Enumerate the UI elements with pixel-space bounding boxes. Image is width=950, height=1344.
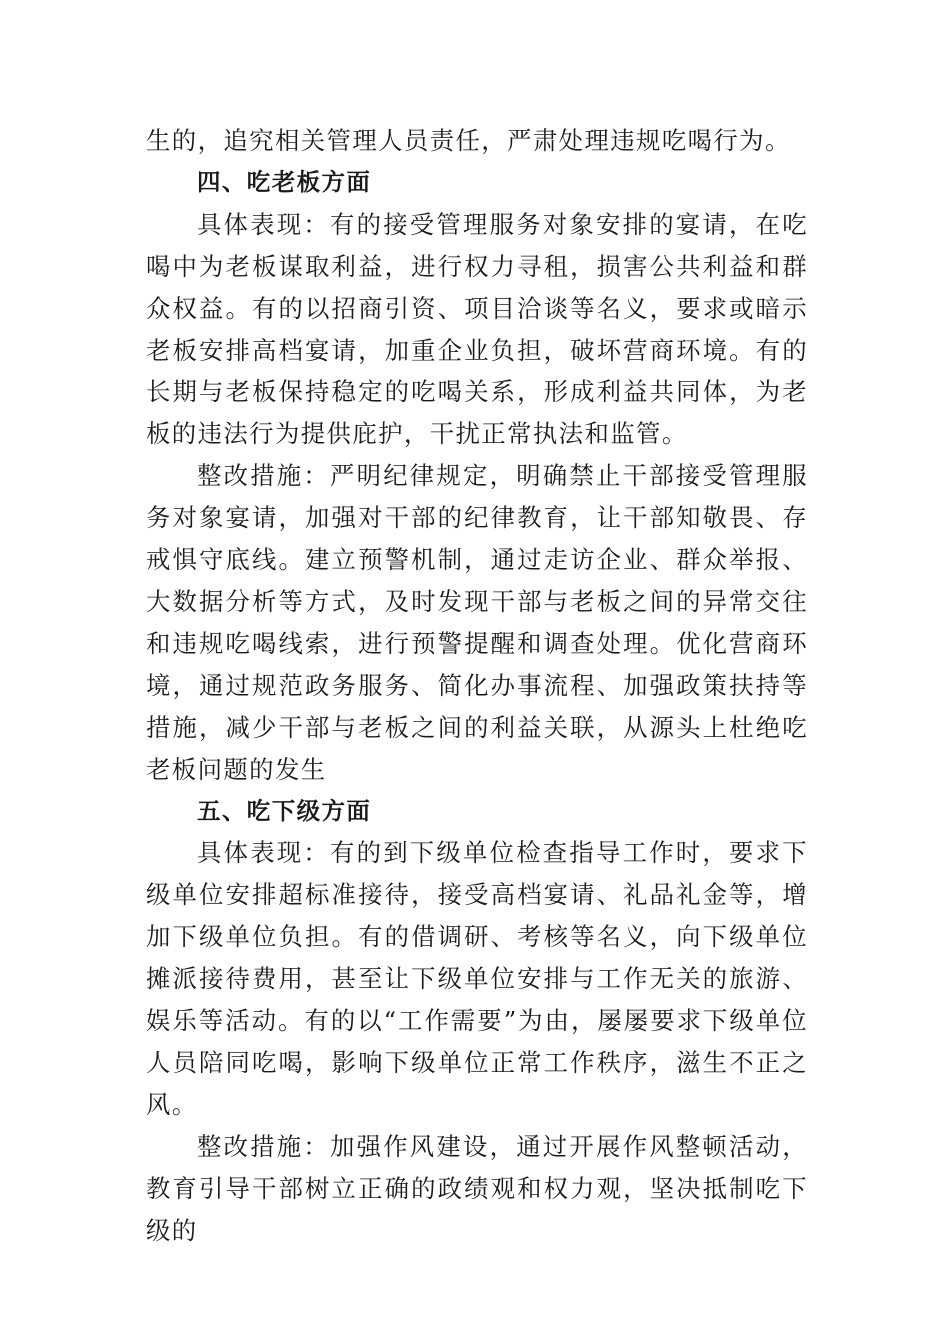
section-heading-5: 五、吃下级方面 xyxy=(197,796,372,825)
section-4-performance: 具体表现：有的接受管理服务对象安排的宴请，在吃喝中为老板谋取利益，进行权力寻租，损害公共利益和群众权益。有的以招商引资、项目洽谈等名义，要求或暗示老板安排高档宴请，加重企业负担，破坏营商环境。有的长期与老板保持稳定的吃喝关系，形成利益共同体，为老板的违法行为提供庇护，干扰正常执法和监管。 xyxy=(146,209,808,449)
section-5-performance: 具体表现：有的到下级单位检查指导工作时，要求下级单位安排超标准接待，接受高档宴请、礼品礼金等，增加下级单位负担。有的借调研、考核等名义，向下级单位摊派接待费用，甚至让下级单位安排与工作无关的旅游、娱乐等活动。有的以“工作需要”为由，屡屡要求下级单位人员陪同吃喝，影响下级单位正常工作秩序，滋生不正之风。 xyxy=(146,838,808,1119)
section-5-measures: 整改措施：加强作风建设，通过开展作风整顿活动，教育引导干部树立正确的政绩观和权力观，坚决抵制吃下级的 xyxy=(146,1131,808,1245)
document-body xyxy=(146,120,808,1251)
paragraph-continued: 生的，追究相关管理人员责任，严肃处理违规吃喝行为。 xyxy=(146,126,791,155)
section-heading-4: 四、吃老板方面 xyxy=(197,167,372,196)
section-4-measures: 整改措施：严明纪律规定，明确禁止干部接受管理服务对象宴请，加强对干部的纪律教育，让干部知敬畏、存戒惧守底线。建立预警机制，通过走访企业、群众举报、大数据分析等方式，及时发现干部与老板之间的异常交往和违规吃喝线索，进行预警提醒和调查处理。优化营商环境，通过规范政务服务、简化办事流程、加强政策扶持等措施，减少干部与老板之间的利益关联，从源头上杜绝吃老板问题的发生 xyxy=(146,461,808,784)
